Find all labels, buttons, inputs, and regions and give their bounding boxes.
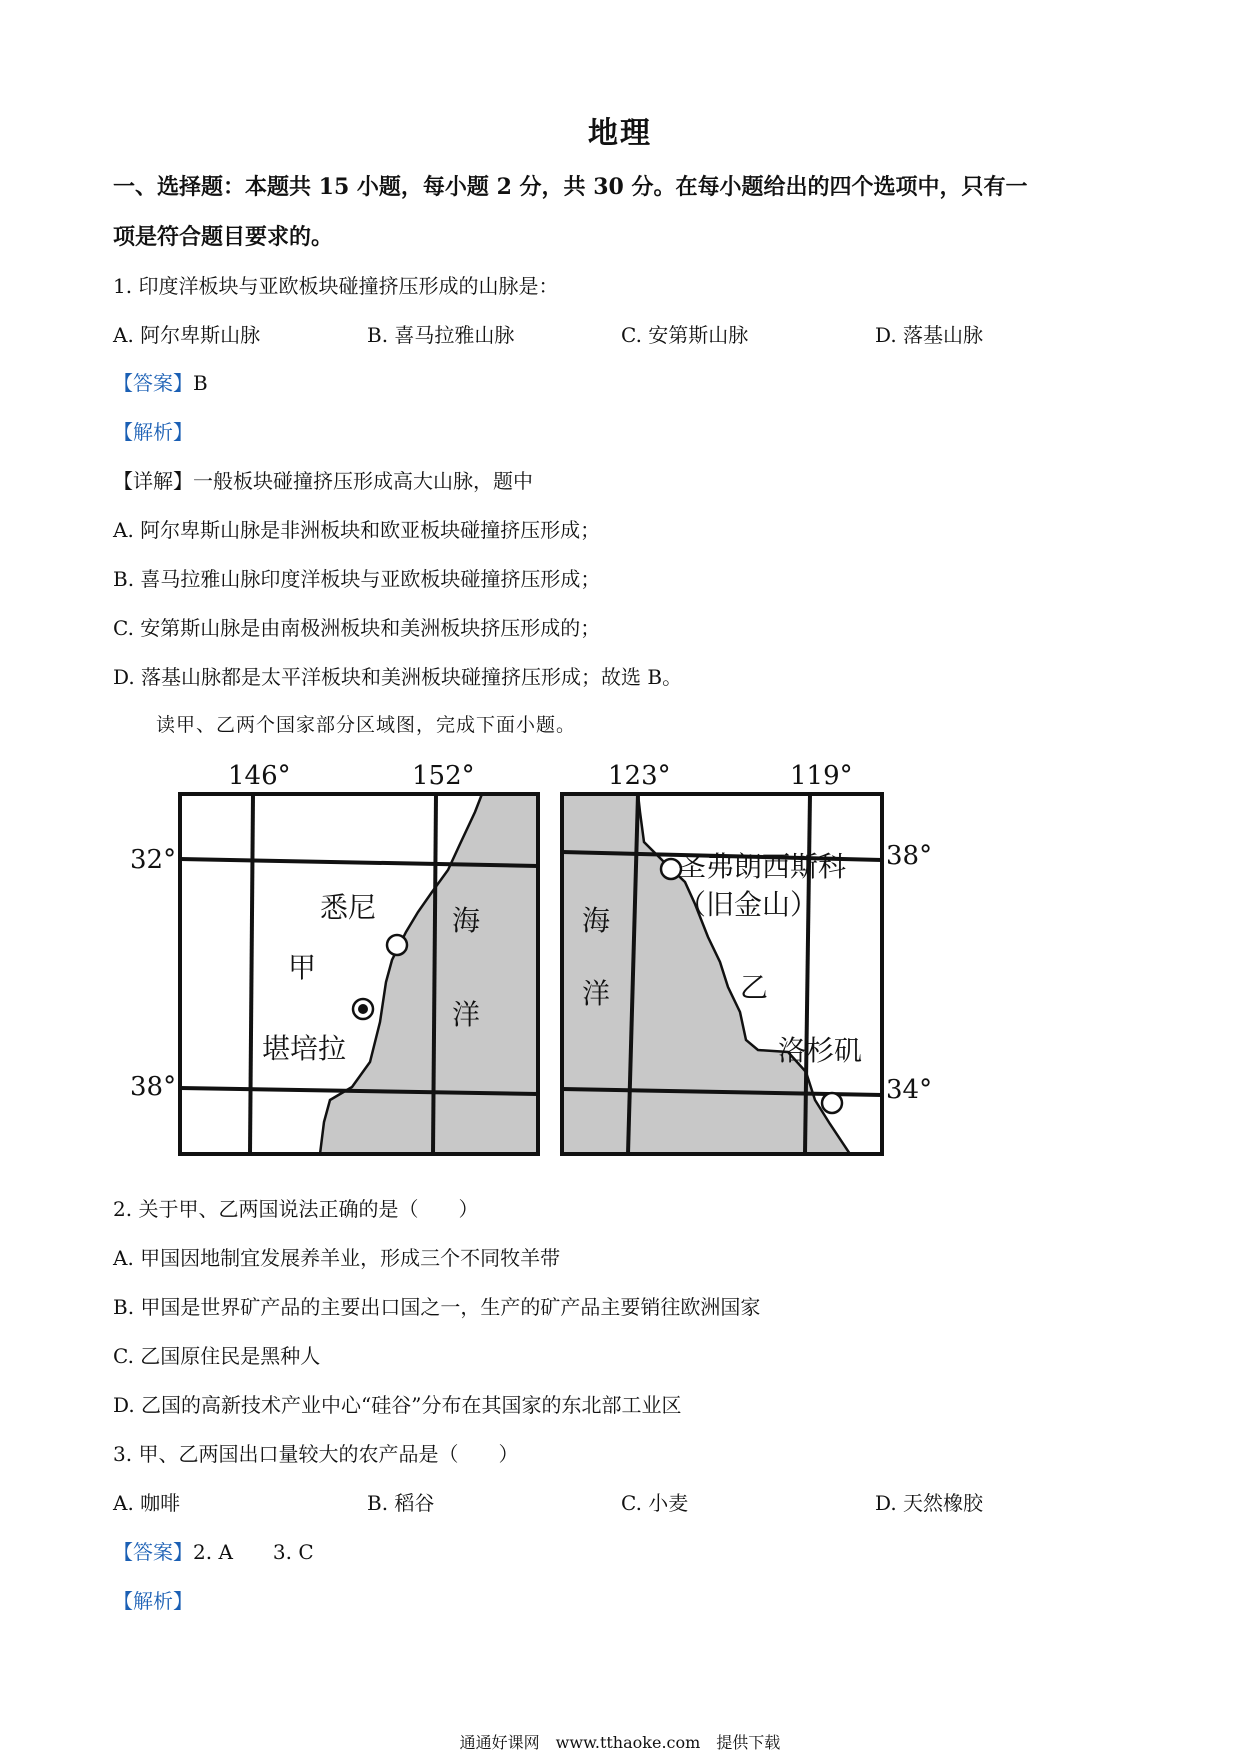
- detail-text: 一般板块碰撞挤压形成高大山脉，题中: [193, 469, 533, 493]
- q1-explain-c: C. 安第斯山脉是由南极洲板块和美洲板块挤压形成的；: [113, 616, 601, 640]
- city2-marker: [822, 1093, 842, 1113]
- city-alt-label: （旧金山）: [678, 888, 819, 921]
- q1-option-d: D. 落基山脉: [875, 323, 984, 347]
- q1-option-a: A. 阿尔卑斯山脉: [113, 323, 261, 347]
- sea-label-2: 洋: [452, 998, 481, 1031]
- city-label: 圣弗朗西斯科: [678, 850, 847, 883]
- sea-label-1: 海: [582, 904, 611, 937]
- q2-option-b: B. 甲国是世界矿产品的主要出口国之一，生产的矿产品主要销往欧洲国家: [113, 1295, 761, 1319]
- lon-label-left: 146°: [228, 761, 291, 791]
- q2-option-c: C. 乙国原住民是黑种人: [113, 1344, 321, 1368]
- country-label: 甲: [288, 951, 317, 984]
- lat-label-bottom: 34°: [886, 1075, 933, 1105]
- lat-label-bottom: 38°: [130, 1072, 177, 1102]
- q2-stem: 2. 关于甲、乙两国说法正确的是（ ）: [113, 1197, 479, 1221]
- q1-stem: 1. 印度洋板块与亚欧板块碰撞挤压形成的山脉是：: [113, 274, 559, 298]
- q3-option-d: D. 天然橡胶: [875, 1491, 984, 1515]
- q1-option-b: B. 喜马拉雅山脉: [367, 323, 515, 347]
- lon-label-right: 119°: [790, 761, 853, 791]
- country-label: 乙: [740, 971, 769, 1004]
- q3-stem: 3. 甲、乙两国出口量较大的农产品是（ ）: [113, 1442, 519, 1466]
- q1-explain-a: A. 阿尔卑斯山脉是非洲板块和欧亚板块碰撞挤压形成；: [113, 518, 601, 542]
- q3-option-c: C. 小麦: [621, 1491, 689, 1515]
- analysis-tag-2: 【解析】: [113, 1589, 193, 1613]
- page-title: 地理: [588, 116, 652, 151]
- answer-value: 2. A 3. C: [193, 1540, 314, 1564]
- lon-label-left: 123°: [608, 761, 671, 791]
- map-country-yi: [560, 762, 940, 1162]
- meridian-146: [250, 794, 253, 1154]
- q1-answer: [113, 367, 208, 396]
- city-label: 悉尼: [320, 891, 377, 924]
- lon-label-right: 152°: [412, 761, 475, 791]
- q2-option-a: A. 甲国因地制宜发展养羊业，形成三个不同牧羊带: [113, 1246, 561, 1270]
- q1-detail: [113, 465, 533, 494]
- ocean-area: [320, 794, 538, 1154]
- answer2: [113, 1536, 314, 1565]
- sea-label-2: 洋: [582, 977, 611, 1010]
- q3-option-a: A. 咖啡: [113, 1491, 181, 1515]
- map-intro: 读甲、乙两个国家部分区域图，完成下面小题。: [156, 714, 577, 736]
- q1-explain-d: D. 落基山脉都是太平洋板块和美洲板块碰撞挤压形成；故选 B。: [113, 665, 683, 689]
- answer-tag: 【答案】: [113, 1540, 193, 1564]
- q3-option-b: B. 稻谷: [367, 1491, 435, 1515]
- capital-label: 堪培拉: [262, 1032, 347, 1065]
- map-country-jia: [130, 761, 550, 1162]
- q2-option-d: D. 乙国的高新技术产业中心“硅谷”分布在其国家的东北部工业区: [113, 1393, 682, 1417]
- q1-explain-b: B. 喜马拉雅山脉印度洋板块与亚欧板块碰撞挤压形成；: [113, 567, 601, 591]
- city2-label: 洛杉矶: [778, 1034, 863, 1067]
- q1-option-c: C. 安第斯山脉: [621, 323, 749, 347]
- section-heading-line1: 一、选择题：本题共 15 小题，每小题 2 分，共 30 分。在每小题给出的四个选项中，只有一: [113, 174, 1028, 200]
- answer-tag: 【答案】: [113, 371, 193, 395]
- lat-label-top: 38°: [886, 841, 933, 871]
- footer: 通通好课网 www.tthaoke.com 提供下载: [459, 1733, 781, 1752]
- sea-label-1: 海: [452, 904, 481, 937]
- section-heading-line2: 项是符合题目要求的。: [113, 224, 334, 250]
- capital-marker-dot: [358, 1004, 368, 1014]
- detail-tag: 【详解】: [113, 469, 193, 493]
- q1-analysis-tag: 【解析】: [113, 420, 193, 444]
- city-marker: [387, 935, 407, 955]
- answer-value: B: [193, 371, 208, 395]
- lat-label-top: 32°: [130, 845, 177, 875]
